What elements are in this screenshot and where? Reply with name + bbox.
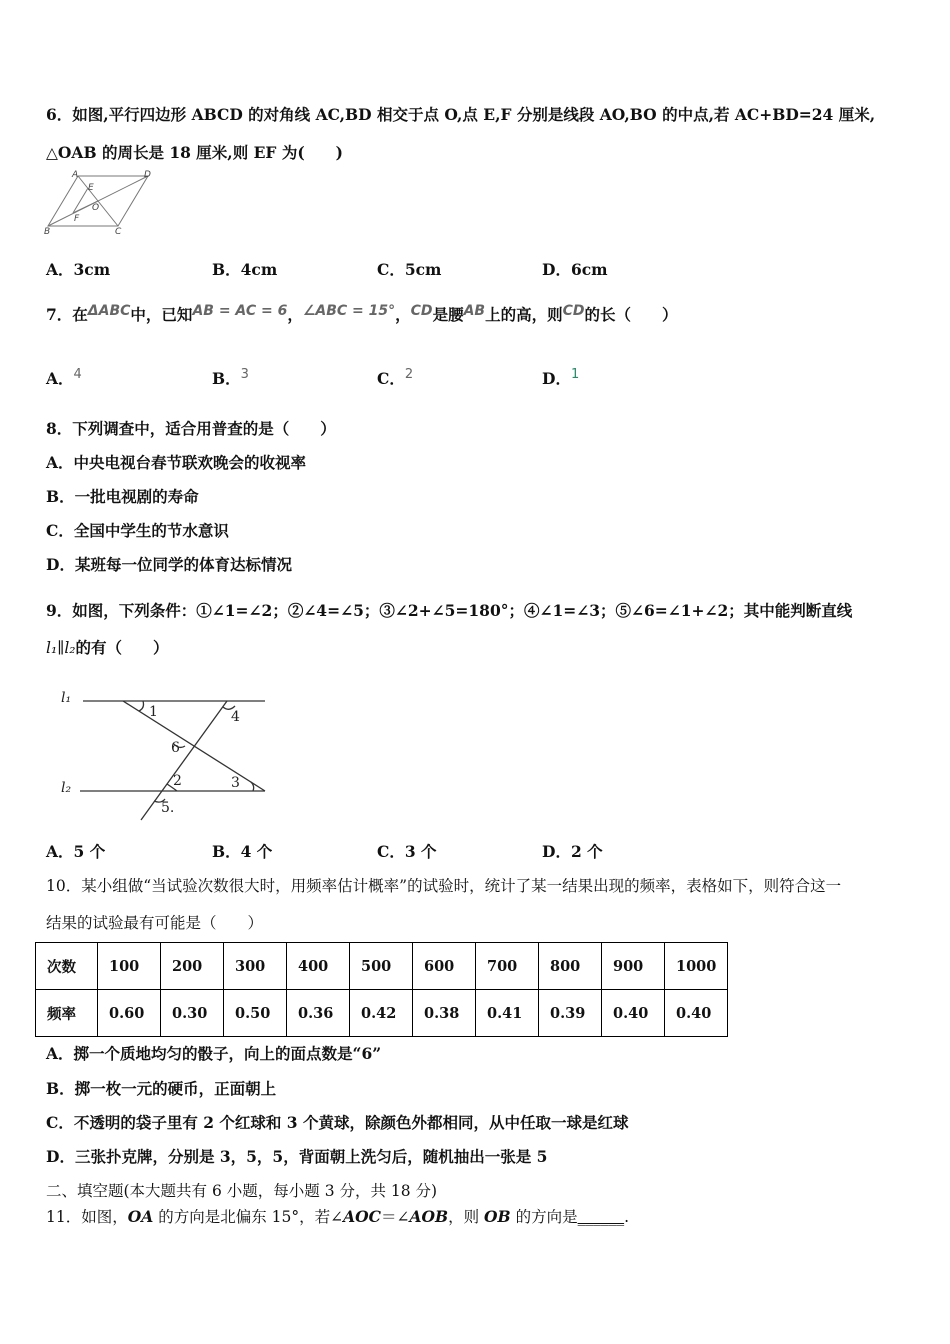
q9-option-d[interactable]: D．2 个 (542, 842, 603, 861)
q9-stem-tail: 的有（ ） (75, 638, 169, 657)
q10-option-a[interactable]: A．掷一个质地均匀的骰子，向上的面点数是“6” (46, 1044, 382, 1063)
q7-math-cd-2: CD (562, 303, 585, 319)
q9-l1: l₁ (46, 639, 58, 657)
q11-answer-blank[interactable]: ______ (577, 1208, 625, 1226)
q11-aoc: AOC (343, 1207, 381, 1226)
q11-text-6: . (624, 1208, 630, 1226)
q10-frequency-table (35, 942, 728, 1037)
q7-math-cd: CD (410, 303, 433, 319)
q7-option-b-label: B． (212, 369, 241, 388)
q7-math-ab: AB (463, 303, 486, 319)
table-cell: 0.41 (476, 990, 539, 1037)
q7-math-angle: ∠ABC = 15° (302, 303, 396, 319)
q7-text-7: 的长（ ） (584, 305, 678, 324)
q10-option-b[interactable]: B．掷一枚一元的硬币，正面朝上 (46, 1079, 277, 1098)
q7-option-d-value: 1 (570, 367, 580, 382)
q9-stem-line2 (46, 636, 169, 658)
q10-table-row-counts (36, 943, 728, 990)
table-cell: 600 (413, 943, 476, 990)
q6-stem-line1: 6．如图,平行四边形 ABCD 的对角线 AC,BD 相交于点 O,点 E,F 分别是线段 AO,BO 的中点,若 AC+BD=24 厘米, (46, 105, 876, 124)
q6-label-c: C (115, 227, 122, 237)
table-cell: 0.36 (287, 990, 350, 1037)
q6-option-a[interactable]: A．3cm (46, 260, 111, 279)
q6-label-b: B (44, 227, 51, 237)
q7-math-triangle: ΔABC (87, 303, 131, 319)
q9-label-2: 2 (173, 773, 182, 789)
q7-option-b-value: 3 (240, 367, 249, 382)
table-cell: 0.42 (350, 990, 413, 1037)
table-cell: 700 (476, 943, 539, 990)
q8-option-b[interactable]: B．一批电视剧的寿命 (46, 487, 199, 506)
table-cell: 0.39 (539, 990, 602, 1037)
q9-stem-line1: 9．如图，下列条件：①∠1=∠2；②∠4=∠5；③∠2+∠5=180°；④∠1=∠3；⑤∠6=∠1+∠2；其中能判断直线 (46, 601, 853, 620)
q7-option-b[interactable] (212, 367, 249, 389)
table-cell: 1000 (665, 943, 728, 990)
q6-stem-line2: △OAB 的周长是 18 厘米,则 EF 为( ) (46, 143, 343, 162)
q9-label-3: 3 (231, 775, 240, 791)
q8-option-c[interactable]: C．全国中学生的节水意识 (46, 521, 229, 540)
q9-parallel: ∥ (57, 639, 65, 657)
q11-text-3: ＝∠ (380, 1208, 410, 1226)
q7-text-5: 是腰 (432, 305, 464, 324)
table-cell: 0.40 (602, 990, 665, 1037)
q11-ob: OB (484, 1207, 511, 1226)
q9-label-1: 1 (149, 704, 158, 720)
q7-stem (46, 303, 678, 325)
q9-label-5: 5. (161, 800, 175, 816)
q7-option-d[interactable] (542, 367, 579, 389)
q7-text-1: 7．在 (46, 305, 88, 324)
q8-option-a[interactable]: A．中央电视台春节联欢晚会的收视率 (46, 453, 307, 472)
q6-label-d: D (144, 170, 151, 180)
q11-aob: AOB (409, 1207, 449, 1226)
q9-option-c[interactable]: C．3 个 (377, 842, 437, 861)
q6-option-c[interactable]: C．5cm (377, 260, 442, 279)
q7-option-c[interactable] (377, 367, 413, 389)
q6-option-b[interactable]: B．4cm (212, 260, 278, 279)
q11-stem (46, 1205, 629, 1227)
section2-heading: 二、填空题(本大题共有 6 小题，每小题 3 分，共 18 分) (46, 1182, 438, 1200)
table-cell: 0.30 (161, 990, 224, 1037)
q10-table-header-frequency: 频率 (36, 990, 98, 1037)
table-cell: 0.50 (224, 990, 287, 1037)
table-cell: 0.38 (413, 990, 476, 1037)
table-cell: 300 (224, 943, 287, 990)
q7-text-2: 中，已知 (130, 305, 193, 324)
q11-text-4: ，则 (448, 1208, 485, 1226)
q7-option-a-value: 4 (73, 367, 82, 382)
table-cell: 500 (350, 943, 413, 990)
table-cell: 900 (602, 943, 665, 990)
q9-option-b[interactable]: B．4 个 (212, 842, 273, 861)
table-cell: 100 (98, 943, 161, 990)
q10-table-row-frequency (36, 990, 728, 1037)
q11-text-1: 11．如图， (46, 1208, 128, 1226)
q6-label-e: E (88, 183, 94, 193)
q6-option-d[interactable]: D．6cm (542, 260, 608, 279)
q6-label-o: O (92, 203, 100, 213)
q6-parallelogram-figure (40, 168, 160, 238)
q9-label-l2: l₂ (61, 780, 72, 796)
q8-option-d[interactable]: D．某班每一位同学的体育达标情况 (46, 555, 292, 574)
q10-table-header-counts: 次数 (36, 943, 98, 990)
q7-option-c-value: 2 (404, 367, 414, 382)
q6-label-f: F (74, 214, 80, 224)
table-cell: 0.40 (665, 990, 728, 1037)
q10-option-c[interactable]: C．不透明的袋子里有 2 个红球和 3 个黄球，除颜色外都相同，从中任取一球是红球 (46, 1113, 629, 1132)
q11-text-2: 的方向是北偏东 15°，若∠ (153, 1208, 344, 1226)
table-cell: 400 (287, 943, 350, 990)
q9-label-6: 6 (171, 740, 180, 756)
q9-l2: l₂ (64, 639, 76, 657)
q9-label-4: 4 (231, 709, 240, 725)
q7-option-d-label: D． (542, 369, 571, 388)
q7-text-3: ， (287, 305, 303, 324)
q11-oa: OA (127, 1207, 154, 1226)
table-cell: 200 (161, 943, 224, 990)
q11-text-5: 的方向是 (510, 1208, 578, 1226)
q9-label-l1: l₁ (61, 690, 72, 706)
table-cell: 800 (539, 943, 602, 990)
q7-math-ab-ac: AB = AC = 6 (192, 303, 288, 319)
q7-option-c-label: C． (377, 369, 405, 388)
q10-stem-line1: 10．某小组做“当试验次数很大时，用频率估计概率”的试验时，统计了某一结果出现的频率，表格如下，则符合这一 (46, 877, 842, 895)
q7-option-a-label: A． (46, 369, 74, 388)
q6-label-a: A (72, 170, 79, 180)
table-cell: 0.60 (98, 990, 161, 1037)
q10-stem-line2: 结果的试验最有可能是（ ） (46, 914, 264, 932)
q9-option-a[interactable]: A．5 个 (46, 842, 106, 861)
q7-option-a[interactable] (46, 367, 82, 389)
q10-option-d[interactable]: D．三张扑克牌，分别是 3，5，5，背面朝上洗匀后，随机抽出一张是 5 (46, 1147, 548, 1166)
q7-text-6: 上的高，则 (485, 305, 563, 324)
q9-lines-figure (55, 680, 275, 825)
q8-stem: 8．下列调查中，适合用普查的是（ ） (46, 419, 336, 438)
q7-text-4: ， (395, 305, 411, 324)
